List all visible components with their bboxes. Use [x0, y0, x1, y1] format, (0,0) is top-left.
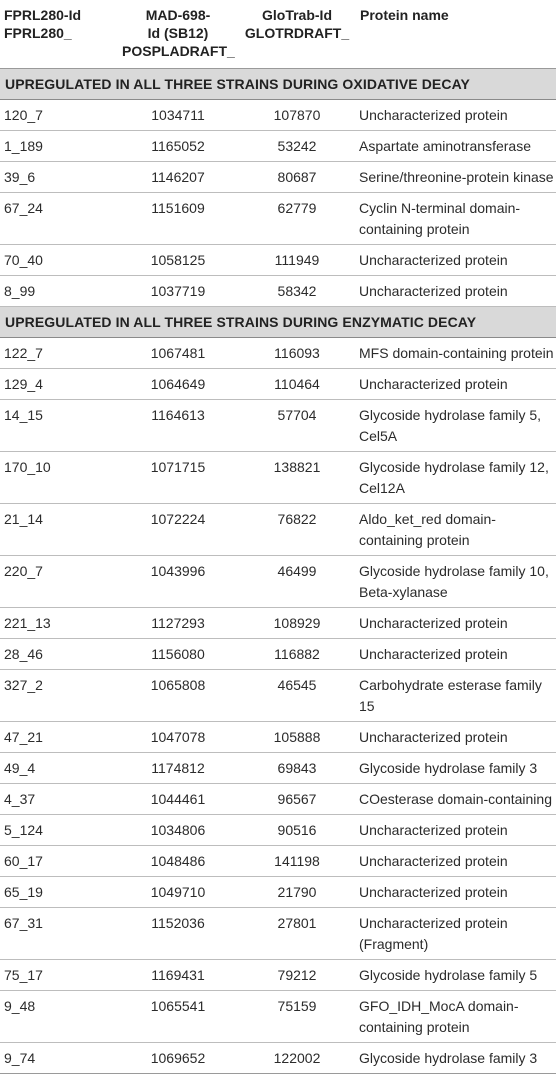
cell-fprl280-id: 75_17 [0, 959, 118, 990]
cell-mad-698-id: 1047078 [118, 721, 236, 752]
cell-glotrab-id: 138821 [236, 451, 356, 503]
section-header-row [0, 306, 556, 337]
cell-fprl280-id: 47_21 [0, 721, 118, 752]
cell-fprl280-id: 220_7 [0, 555, 118, 607]
cell-mad-698-id: 1165052 [118, 130, 236, 161]
header-protein-name [356, 0, 556, 68]
cell-glotrab-id: 110464 [236, 368, 356, 399]
cell-fprl280-id: 67_31 [0, 907, 118, 959]
header-line: FPRL280-Id [4, 7, 82, 23]
cell-protein-name: GFO_IDH_MocA domain-containing protein [356, 990, 556, 1042]
cell-glotrab-id: 69843 [236, 752, 356, 783]
cell-fprl280-id: 327_2 [0, 669, 118, 721]
cell-fprl280-id: 129_4 [0, 368, 118, 399]
cell-glotrab-id: 27801 [236, 907, 356, 959]
header-line: FPRL280_ [4, 25, 72, 41]
cell-mad-698-id: 1072224 [118, 503, 236, 555]
cell-protein-name: Carbohydrate esterase family 15 [356, 669, 556, 721]
cell-protein-name: Glycoside hydrolase family 3 [356, 752, 556, 783]
cell-mad-698-id: 1169431 [118, 959, 236, 990]
table-row [0, 192, 556, 244]
cell-mad-698-id: 1146207 [118, 161, 236, 192]
cell-protein-name: COesterase domain-containing [356, 783, 556, 814]
cell-glotrab-id: 108929 [236, 607, 356, 638]
cell-fprl280-id: 70_40 [0, 244, 118, 275]
table-row [0, 451, 556, 503]
cell-protein-name: Uncharacterized protein [356, 638, 556, 669]
table-row [0, 990, 556, 1042]
cell-protein-name: Aldo_ket_red domain-containing protein [356, 503, 556, 555]
cell-fprl280-id: 60_17 [0, 845, 118, 876]
table-row [0, 399, 556, 451]
cell-mad-698-id: 1043996 [118, 555, 236, 607]
table-row [0, 244, 556, 275]
header-glotrab-id [236, 0, 356, 68]
cell-fprl280-id: 67_24 [0, 192, 118, 244]
cell-protein-name: Aspartate aminotransferase [356, 130, 556, 161]
cell-fprl280-id: 170_10 [0, 451, 118, 503]
cell-protein-name: Uncharacterized protein [356, 845, 556, 876]
cell-protein-name: Glycoside hydrolase family 10, Beta-xylanase [356, 555, 556, 607]
table-row [0, 721, 556, 752]
header-line: MAD-698- [145, 7, 211, 23]
cell-fprl280-id: 8_99 [0, 275, 118, 306]
cell-protein-name: Serine/threonine-protein kinase [356, 161, 556, 192]
cell-mad-698-id: 1065808 [118, 669, 236, 721]
cell-protein-name: Uncharacterized protein [356, 99, 556, 130]
cell-fprl280-id: 28_46 [0, 638, 118, 669]
cell-glotrab-id: 107870 [236, 99, 356, 130]
cell-glotrab-id: 62779 [236, 192, 356, 244]
cell-glotrab-id: 46499 [236, 555, 356, 607]
cell-fprl280-id: 14_15 [0, 399, 118, 451]
cell-fprl280-id: 21_14 [0, 503, 118, 555]
cell-glotrab-id: 79212 [236, 959, 356, 990]
cell-mad-698-id: 1064649 [118, 368, 236, 399]
table-row [0, 99, 556, 130]
table-row [0, 638, 556, 669]
header-line: GLOTRDRAFT_ [244, 25, 350, 41]
cell-mad-698-id: 1034806 [118, 814, 236, 845]
header-line: GloTrab-Id [262, 7, 332, 23]
cell-protein-name: Uncharacterized protein [356, 721, 556, 752]
cell-glotrab-id: 116093 [236, 337, 356, 368]
cell-fprl280-id: 4_37 [0, 783, 118, 814]
cell-fprl280-id: 49_4 [0, 752, 118, 783]
cell-protein-name: Uncharacterized protein (Fragment) [356, 907, 556, 959]
cell-protein-name: Glycoside hydrolase family 5, Cel5A [356, 399, 556, 451]
cell-fprl280-id: 221_13 [0, 607, 118, 638]
section-title: UPREGULATED IN ALL THREE STRAINS DURING OXIDATIVE DECAY [0, 68, 556, 99]
cell-mad-698-id: 1156080 [118, 638, 236, 669]
cell-fprl280-id: 120_7 [0, 99, 118, 130]
section-title: UPREGULATED IN ALL THREE STRAINS DURING ENZYMATIC DECAY [0, 306, 556, 337]
cell-fprl280-id: 122_7 [0, 337, 118, 368]
cell-glotrab-id: 105888 [236, 721, 356, 752]
table-row [0, 555, 556, 607]
cell-fprl280-id: 39_6 [0, 161, 118, 192]
cell-fprl280-id: 5_124 [0, 814, 118, 845]
cell-protein-name: MFS domain-containing protein [356, 337, 556, 368]
table-row [0, 876, 556, 907]
cell-fprl280-id: 9_74 [0, 1042, 118, 1073]
table-row [0, 845, 556, 876]
cell-glotrab-id: 141198 [236, 845, 356, 876]
cell-protein-name: Cyclin N-terminal domain-containing protein [356, 192, 556, 244]
cell-protein-name: Uncharacterized protein [356, 244, 556, 275]
cell-mad-698-id: 1034711 [118, 99, 236, 130]
cell-glotrab-id: 75159 [236, 990, 356, 1042]
table-row [0, 161, 556, 192]
cell-mad-698-id: 1044461 [118, 783, 236, 814]
table-row [0, 959, 556, 990]
cell-mad-698-id: 1071715 [118, 451, 236, 503]
table-row [0, 814, 556, 845]
table-row [0, 907, 556, 959]
table-body [0, 68, 556, 1073]
cell-glotrab-id: 57704 [236, 399, 356, 451]
cell-mad-698-id: 1048486 [118, 845, 236, 876]
cell-glotrab-id: 90516 [236, 814, 356, 845]
cell-mad-698-id: 1037719 [118, 275, 236, 306]
cell-fprl280-id: 9_48 [0, 990, 118, 1042]
header-line: POSPLADRAFT_ [122, 43, 235, 59]
cell-protein-name: Uncharacterized protein [356, 607, 556, 638]
cell-protein-name: Glycoside hydrolase family 3 [356, 1042, 556, 1073]
cell-mad-698-id: 1069652 [118, 1042, 236, 1073]
section-header-row [0, 68, 556, 99]
cell-mad-698-id: 1151609 [118, 192, 236, 244]
cell-mad-698-id: 1065541 [118, 990, 236, 1042]
cell-fprl280-id: 65_19 [0, 876, 118, 907]
cell-protein-name: Uncharacterized protein [356, 814, 556, 845]
cell-protein-name: Glycoside hydrolase family 5 [356, 959, 556, 990]
cell-protein-name: Glycoside hydrolase family 12, Cel12A [356, 451, 556, 503]
cell-mad-698-id: 1164613 [118, 399, 236, 451]
cell-glotrab-id: 76822 [236, 503, 356, 555]
cell-glotrab-id: 80687 [236, 161, 356, 192]
table-row [0, 275, 556, 306]
cell-protein-name: Uncharacterized protein [356, 368, 556, 399]
cell-protein-name: Uncharacterized protein [356, 275, 556, 306]
cell-glotrab-id: 122002 [236, 1042, 356, 1073]
table-row [0, 607, 556, 638]
cell-glotrab-id: 111949 [236, 244, 356, 275]
header-mad-698-id [118, 0, 236, 68]
cell-glotrab-id: 21790 [236, 876, 356, 907]
cell-mad-698-id: 1174812 [118, 752, 236, 783]
header-line: Protein name [360, 7, 449, 23]
table-header [0, 0, 556, 68]
cell-fprl280-id: 1_189 [0, 130, 118, 161]
cell-mad-698-id: 1067481 [118, 337, 236, 368]
cell-mad-698-id: 1049710 [118, 876, 236, 907]
table-row [0, 337, 556, 368]
table-row [0, 368, 556, 399]
table-row [0, 503, 556, 555]
header-line: Id (SB12) [147, 25, 209, 41]
cell-glotrab-id: 116882 [236, 638, 356, 669]
cell-glotrab-id: 96567 [236, 783, 356, 814]
table-row [0, 669, 556, 721]
cell-mad-698-id: 1058125 [118, 244, 236, 275]
cell-mad-698-id: 1152036 [118, 907, 236, 959]
cell-glotrab-id: 46545 [236, 669, 356, 721]
cell-protein-name: Uncharacterized protein [356, 876, 556, 907]
table-row [0, 1042, 556, 1073]
table-row [0, 130, 556, 161]
table-row [0, 752, 556, 783]
cell-mad-698-id: 1127293 [118, 607, 236, 638]
cell-glotrab-id: 58342 [236, 275, 356, 306]
cell-glotrab-id: 53242 [236, 130, 356, 161]
table-row [0, 783, 556, 814]
header-fprl280-id [0, 0, 118, 68]
